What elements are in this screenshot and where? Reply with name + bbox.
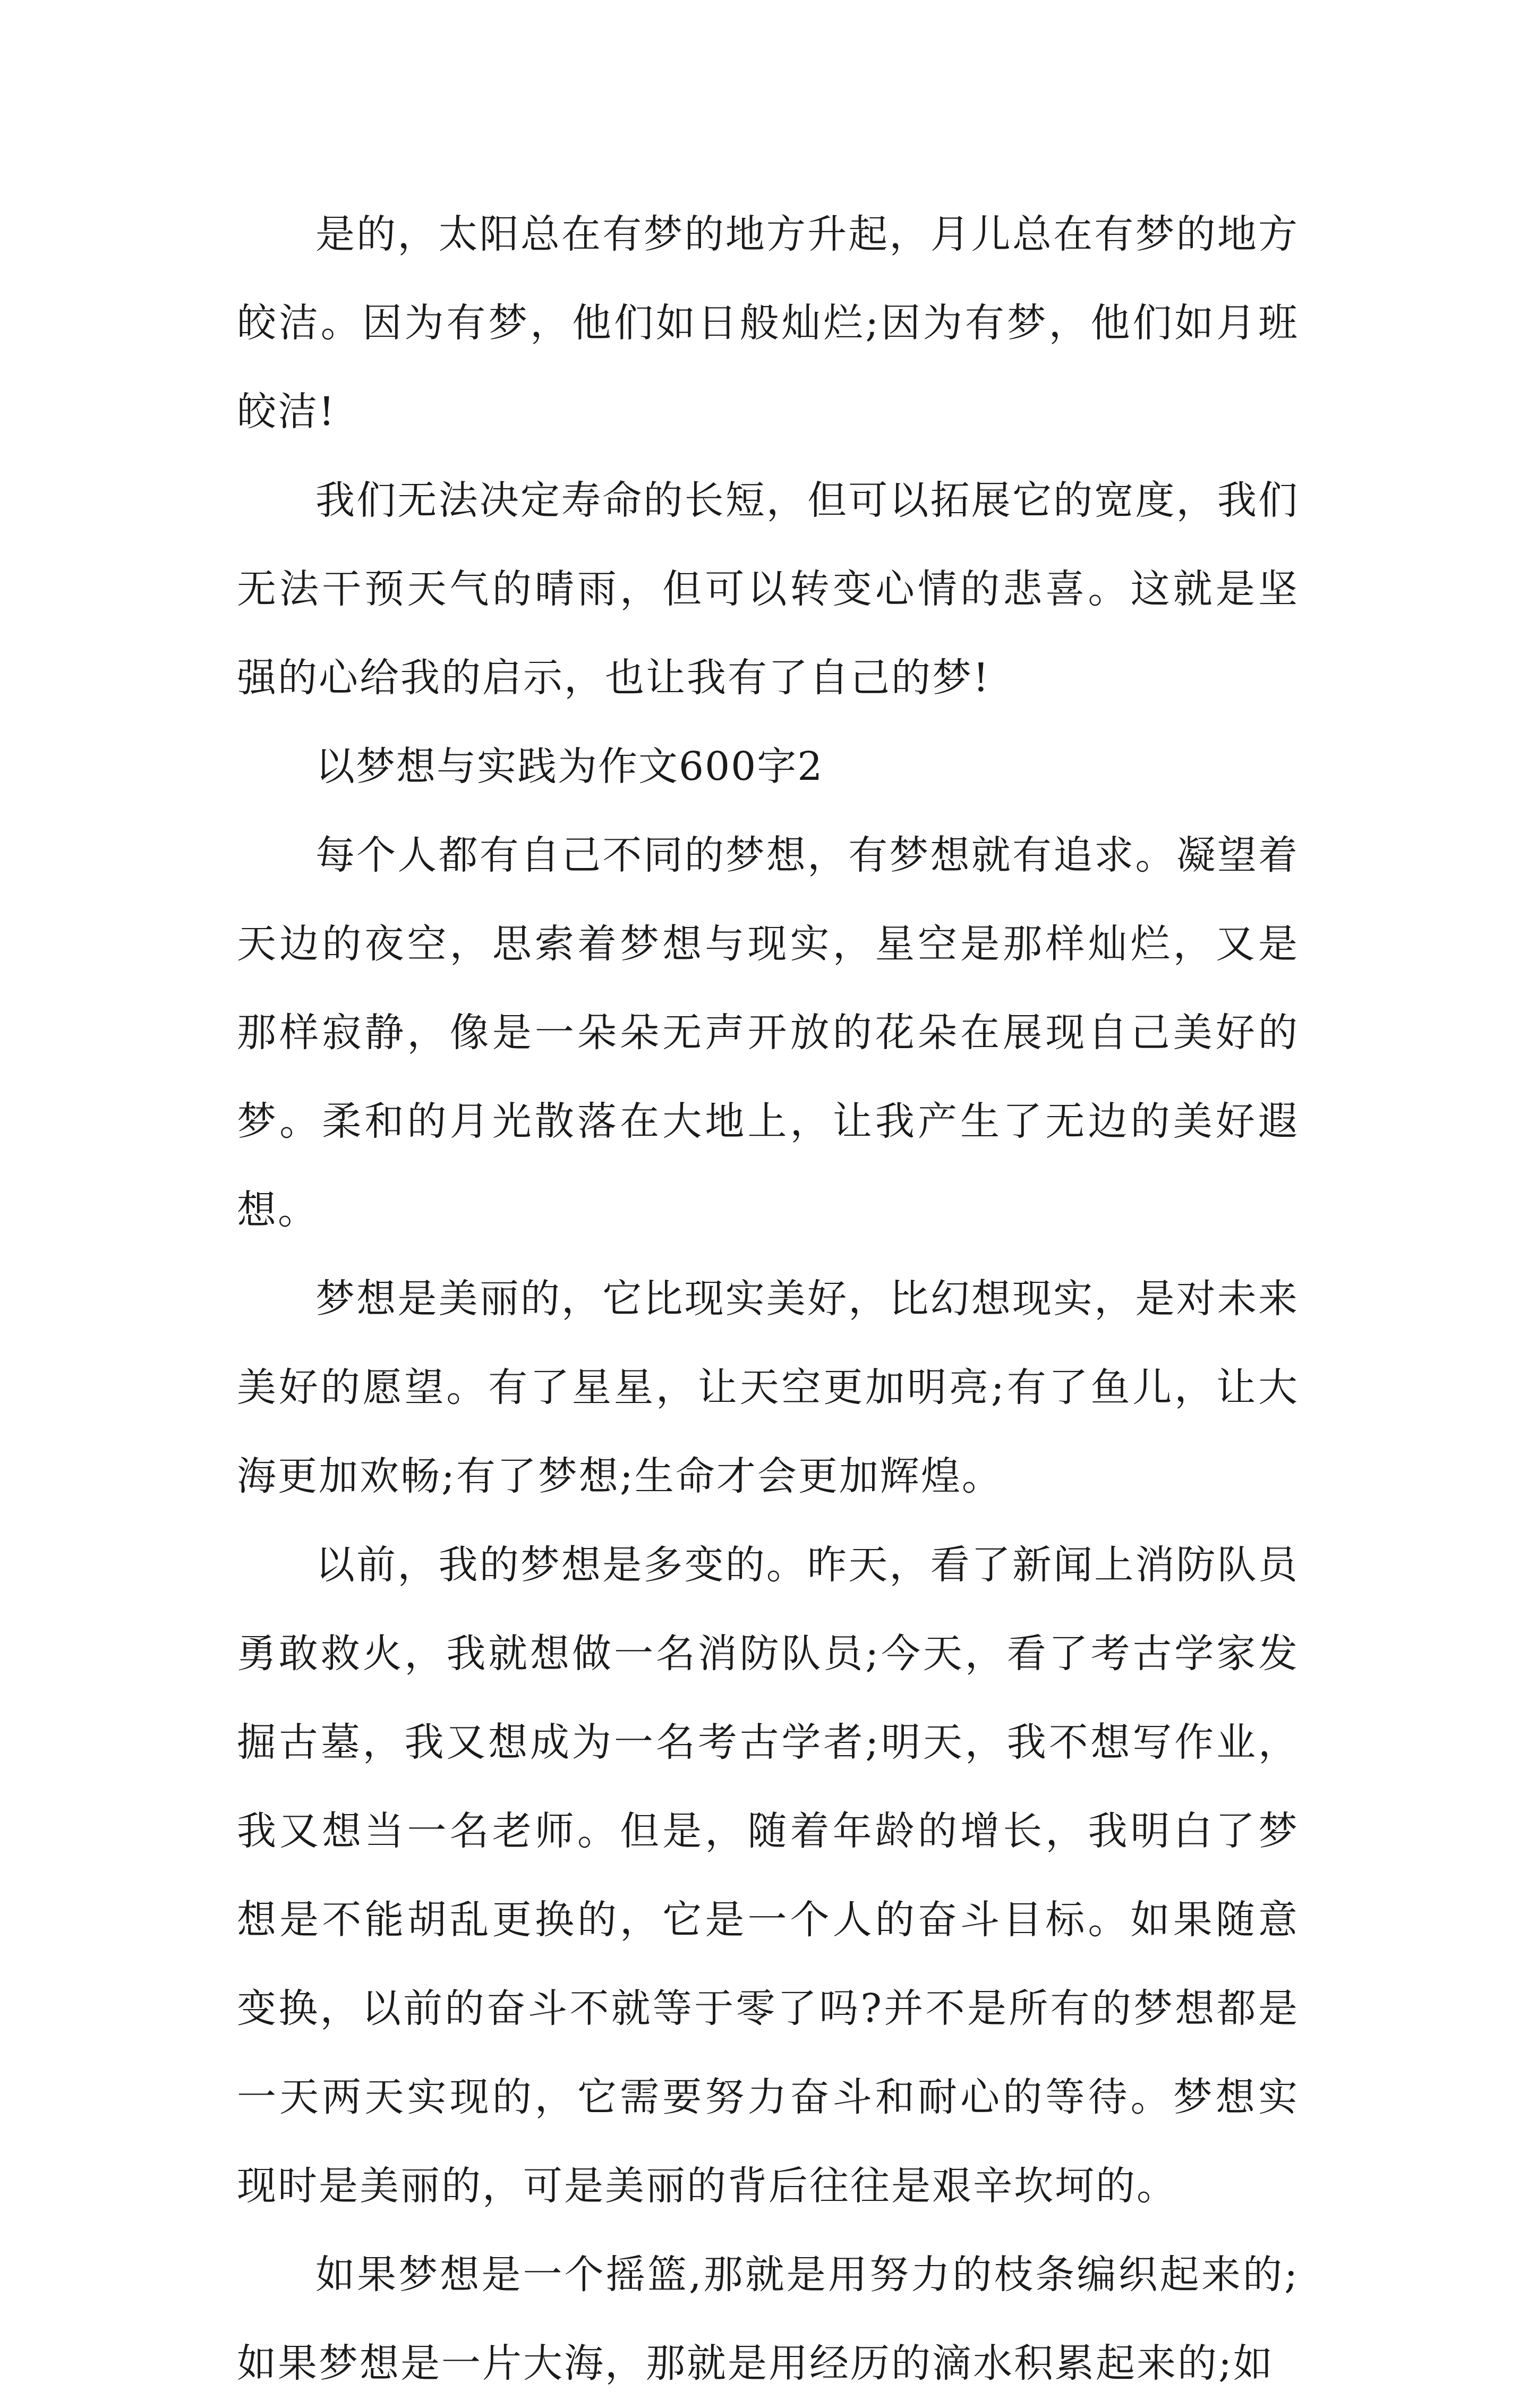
essay-title: 以梦想与实践为作文600字2 (315, 744, 824, 789)
paragraph-changing-dreams: 以前，我的梦想是多变的。昨天，看了新闻上消防队员勇敢救火，我就想做一名消防队员;今天，看了考古学家发掘古墓，我又想成为一名考古学者;明天，我不想写作业，我又想当一名老师。但是，随着年龄的增长，我明白了梦想是不能胡乱更换的，它是一个人的奋斗目标。如果随意变换，以前的奋斗不就等于零了吗?并不是所有的梦想都是一天两天实现的，它需要努力奋斗和耐心的等待。梦想实现时是美丽的，可是美丽的背后往往是艰辛坎坷的。 (237, 1542, 1299, 2209)
paragraph-sun-and-moon: 是的，太阳总在有梦的地方升起，月儿总在有梦的地方皎洁。因为有梦，他们如日般灿烂;因为有梦，他们如月班皎洁! (237, 211, 1299, 435)
paragraph-dream-beautiful: 梦想是美丽的，它比现实美好，比幻想现实，是对未来美好的愿望。有了星星，让天空更加明亮;有了鱼儿，让大海更加欢畅;有了梦想;生命才会更加辉煌。 (237, 1276, 1299, 1499)
paragraph-strong-heart: 我们无法决定寿命的长短，但可以拓展它的宽度，我们无法干预天气的晴雨，但可以转变心情的悲喜。这就是坚强的心给我的启示，也让我有了自己的梦! (237, 478, 1299, 701)
paragraph-night-sky: 每个人都有自己不同的梦想，有梦想就有追求。凝望着天边的夜空，思索着梦想与现实，星空是那样灿烂，又是那样寂静，像是一朵朵无声开放的花朵在展现自己美好的梦。柔和的月光散落在大地上，让我产生了无边的美好遐想。 (237, 832, 1299, 1233)
paragraph-dream-cradle: 如果梦想是一个摇篮,那就是用努力的枝条编织起来的;如果梦想是一片大海，那就是用经历的滴水积累起来的;如 (237, 2252, 1299, 2386)
document-body (237, 190, 1299, 2408)
